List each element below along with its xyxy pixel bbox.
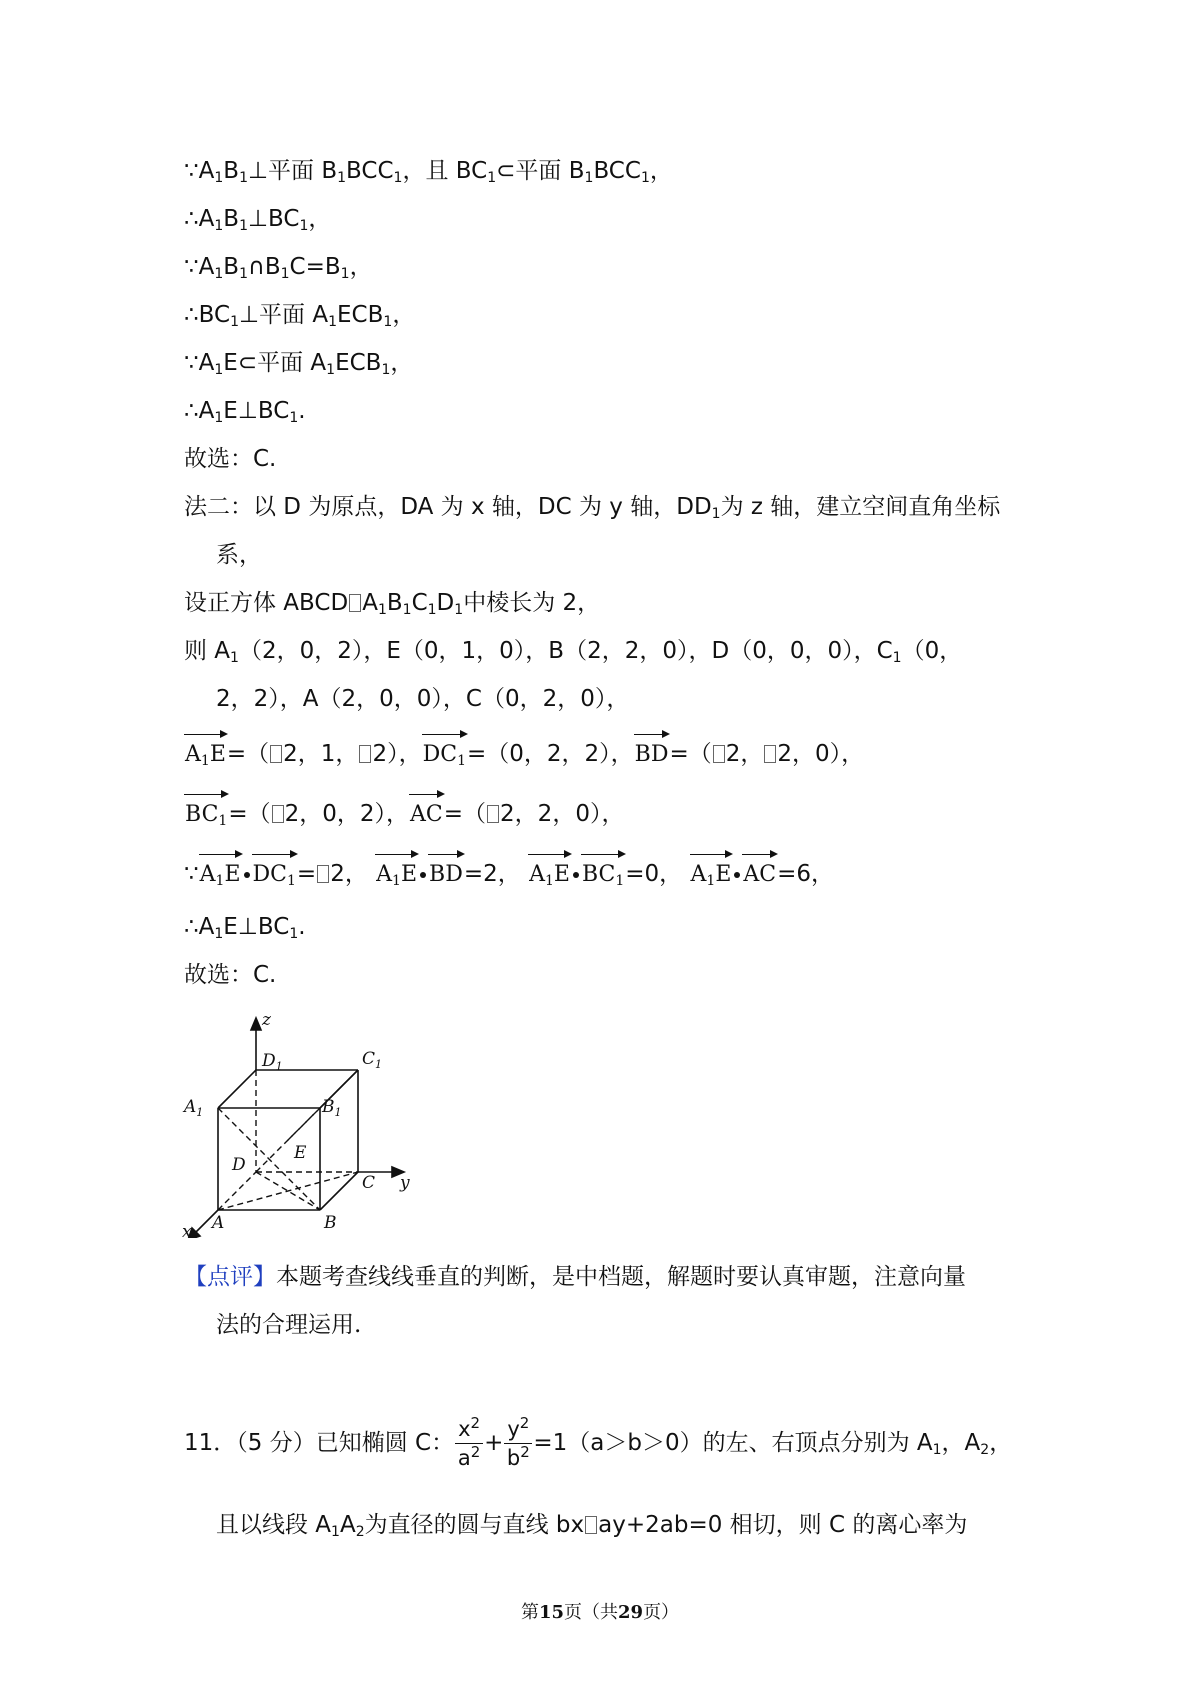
vector-AC: AC (409, 800, 444, 830)
vector-A1E: $A_1E$ (185, 742, 226, 769)
total-pages: 29 (618, 1602, 644, 1623)
label-B1: $B_1$ (322, 1097, 342, 1119)
method2-line: 法二：以 D 为原点，DA 为 x 轴，DC 为 y 轴，$DD_1$为 z 轴，建立空间直角坐标 (184, 494, 1001, 522)
proof-line-5: $\because A_1E\subset$平面 $A_1ECB_1$， (184, 350, 414, 378)
vector-line-1: $A_1E=$（ 2，1， 2），$DC_1=(0$，2，2），BD=（ 2， 2，0）， (185, 741, 865, 769)
label-E: E (294, 1143, 307, 1163)
label-D1: $D_1$ (262, 1051, 283, 1073)
dot-product-line: $\because A_1E$ $DC_1= 2$， $A_1E$ BD=2， $A_1E$ $BC_1=0$， $A_1E$ AC=6， (184, 861, 835, 889)
cube-figure (176, 1008, 416, 1238)
proof-line-4: $\therefore BC_1\perp$平面 $A_1ECB_1$， (184, 302, 416, 330)
review-tag: 【点评】 (184, 1264, 276, 1290)
review-line-1: 【点评】本题考查线线垂直的判断，是中档题，解题时要认真审题，注意向量 (184, 1264, 966, 1290)
y-axis-label: y (400, 1173, 410, 1193)
page-number: 15 (538, 1602, 564, 1623)
label-C: C (362, 1173, 376, 1193)
fraction-y2-b2: $\frac{y^2}{b^2}$ (504, 1415, 532, 1472)
vector-BD: BD (634, 740, 670, 770)
label-C1: $C_1$ (362, 1049, 383, 1071)
label-A1: $A_1$ (184, 1097, 204, 1119)
coordinates-line-cont: 2，2），A（2，0，0），C（0，2，0）， (216, 686, 630, 712)
label-B: B (324, 1213, 337, 1233)
vector-line-2: $BC_1=$（ 2，0，2），AC=（ 2，2，0）， (185, 801, 625, 829)
method2-line-cont: 系， (216, 542, 262, 568)
review-line-2: 法的合理运用. (216, 1312, 362, 1338)
answer-line-1: 故选：C. (184, 446, 277, 472)
fraction-x2-a2: $\frac{x^2}{a^2}$ (455, 1415, 483, 1472)
label-D: D (232, 1155, 246, 1175)
z-axis-label: z (262, 1010, 271, 1030)
label-A: A (212, 1213, 225, 1233)
vector-DC1: $DC_1$ (422, 742, 466, 769)
proof-line-3: $\because A_1B_1\cap B_1C=B_1$， (184, 254, 373, 282)
missing-glyph-box (349, 594, 361, 612)
z-axis-arrow (251, 1018, 261, 1030)
cube-setup-line: 设正方体 ABCD $A_1B_1C_1D_1$中棱长为 2， (184, 590, 601, 618)
proof-line-2: $\therefore A_1B_1\perp BC_1$， (184, 206, 332, 234)
question-11-line-1: 11．（5 分）已知椭圆 C： $\frac{x^2}{a^2}$ + $\frac{y^2}{b^2}$ =1（a＞b＞0）的左、右顶点分别为 $A_1$，$A_2$， (184, 1414, 1013, 1470)
vector-BC1: $BC_1$ (185, 802, 228, 829)
page-footer: 第15页（共29页） (520, 1602, 680, 1623)
conclusion-line: $\therefore A_1E\perp BC_1$. (184, 914, 306, 942)
proof-line-1: $\because A_1B_1\perp$平面 $B_1BCC_1$，且 $BC_1\subset$平面 $B_1BCC_1$， (184, 158, 673, 186)
x-axis-label: x (182, 1222, 192, 1238)
coordinates-line: 则 $A_1(2$，0，2），E（0，1，0），B（2，2，0），D（0，0，0），$C_1(0$， (184, 638, 963, 666)
proof-line-6: $\therefore A_1E\perp BC_1$. (184, 398, 306, 426)
answer-line-2: 故选：C. (184, 962, 277, 988)
question-11-line-2: 且以线段 $A_1A_2$为直径的圆与直线 bx ay+2ab=0 相切，则 C 的离心率为 (216, 1512, 968, 1540)
